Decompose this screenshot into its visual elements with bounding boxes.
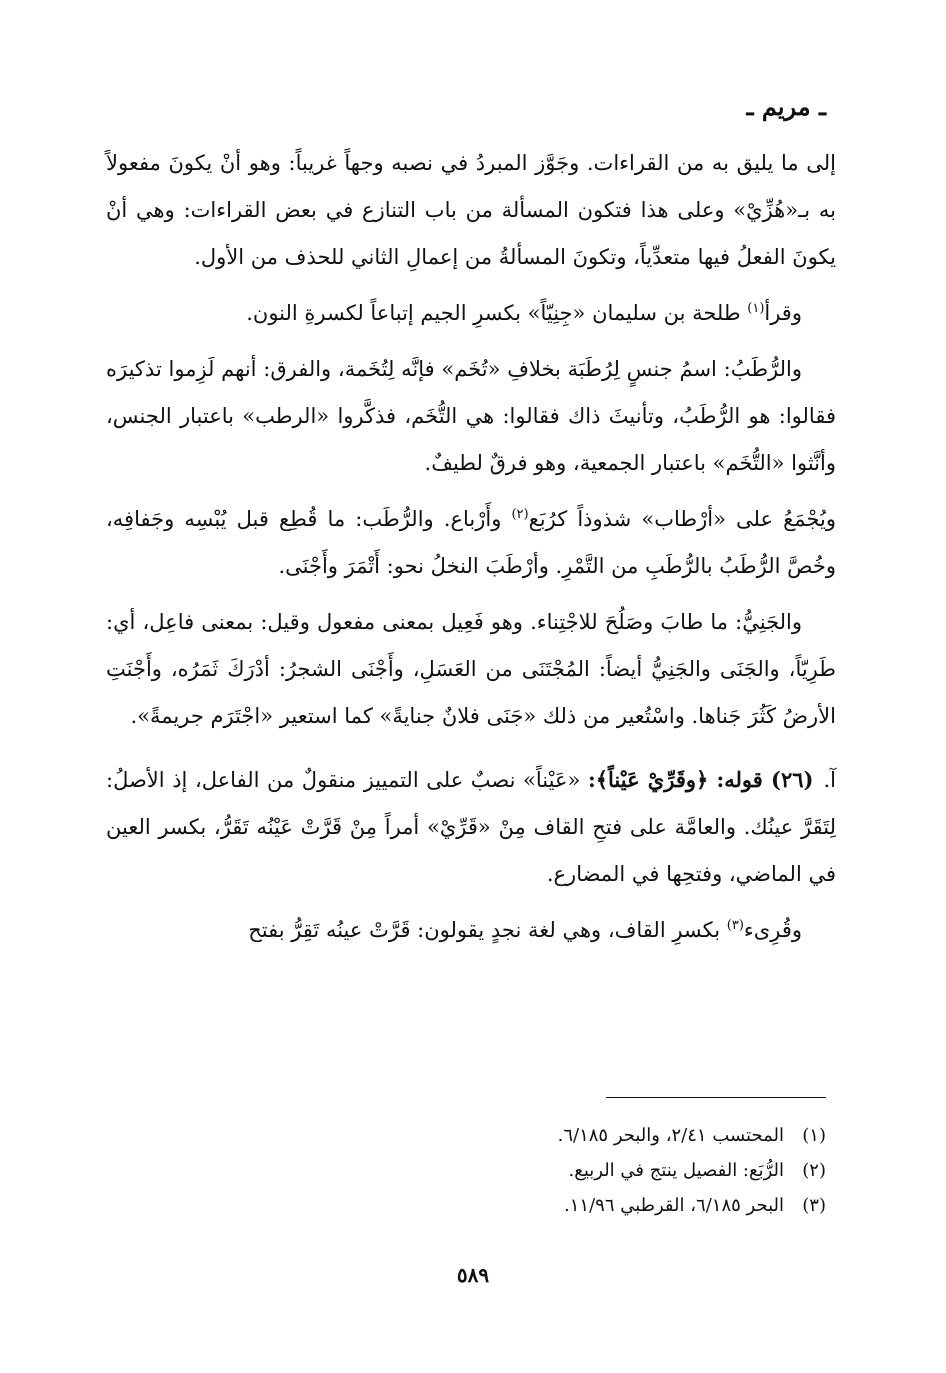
- footnote-3-text: البحر ٦/١٨٥، القرطبي ١١/٩٦.: [564, 1195, 784, 1216]
- main-text: [106, 140, 836, 963]
- paragraph-7-rest: بكسرِ القاف، وهي لغة نجدٍ يقولون: قَرَّتْ عينُه تَقِرُّ بفتح: [248, 918, 727, 942]
- footnote-1-text: المحتسب ٢/٤١، والبحر ٦/١٨٥.: [557, 1125, 784, 1146]
- paragraph-7-lead: وقُرِىء: [743, 918, 802, 942]
- paragraph-4-rest: وأَرْباع. والرُّطَب: ما قُطِع قبل يُبْسِه وجَفافِه، وخُصَّ الرُّطَبُ بالرُّطَبِ من التَّمْرِ. وأرْطَبَ النخلُ نحو: أَتْمَرَ وأَجْنَى.: [106, 507, 836, 578]
- paragraph-5-text: والجَنِيُّ: ما طابَ وصَلُحَ للاجْتِناء. وهو فَعِيل بمعنى مفعول وقيل: بمعنى فاعِل، أي: طَرِيّاً، والجَنَى والجَنِيُّ أيضاً: المُجْتَنَى من العَسَلِ، وأَجْنَى الشجرُ: أدْرَكَ ثَمَرُه، وأَجْنَتِ الأرضُ كَثُرَ جَناها. واسْتُعير من ذلك «جَنَى فلانٌ جنايةً» كما استعير «اجْتَرَم جريمةً».: [106, 610, 836, 728]
- paragraph-2: [106, 290, 836, 337]
- paragraph-3: [106, 346, 836, 487]
- footnote-ref-2[interactable]: (٢): [511, 507, 529, 522]
- paragraph-3-text: والرُّطَبُ: اسمُ جنسٍ لِرُطَبَة بخلافِ «تُخَم» فإنَّه لِتُخَمة، والفرق: أنهم لَزِموا تذكيرَه فقالوا: هو الرُّطَبُ، وتأنيثَ ذاك فقالوا: هي التُّخَم، فذكَّروا «الرطب» باعتبار الجنس، وأنَّثوا «التُّخَم» باعتبار الجمعية، وهو فرقٌ لطيفٌ.: [106, 357, 836, 475]
- paragraph-1-text: إلى ما يليق به من القراءات. وجَوَّز المبردُ في نصبه وجهاً غريباً: وهو أنْ يكونَ مفعولاً به بـ«هُزِّيْ» وعلى هذا فتكون المسألة من باب التنازع في بعض القراءات: وهي أنْ يكونَ الفعلُ فيها متعدِّياً، وتكونَ المسألةُ من إعمالِ الثاني للحذف من الأول.: [106, 151, 836, 269]
- margin-letter: آ.: [823, 768, 836, 792]
- footnote-1-number: (١): [802, 1125, 826, 1146]
- footnote-2: [126, 1153, 826, 1188]
- footnote-2-number: (٢): [802, 1160, 826, 1181]
- footnote-1: [126, 1118, 826, 1153]
- footnote-2-text: الرُّبَع: الفصيل ينتج في الربيع.: [568, 1160, 784, 1181]
- paragraph-4-lead: ويُجْمَعُ على «أرْطاب» شذوذاً كرُبَع: [528, 507, 836, 531]
- paragraph-6: [106, 756, 836, 898]
- paragraph-2-rest: طلحة بن سليمان «جِنِيّاً» بكسرِ الجيم إتباعاً لكسرةِ النون.: [246, 301, 748, 325]
- paragraph-6-text: «عَيْناً» نصبٌ على التمييز منقولٌ من الفاعل، إذ الأصلُ: لِتَقَرَّ عينُك. والعامَّة على فتحِ القاف مِنْ «قَرِّيْ» أمراً مِنْ قَرَّتْ عَيْنُه تَقَرُّ، بكسر العين في الماضي، وفتحِها في المضارع.: [106, 768, 836, 886]
- footnote-divider: [606, 1097, 826, 1098]
- footnote-ref-3[interactable]: (٣): [726, 918, 744, 933]
- footnote-3-number: (٣): [802, 1195, 826, 1216]
- running-header: ـ مريم ـ: [746, 92, 826, 121]
- paragraph-1: [106, 140, 836, 281]
- page-number: ٥٨٩: [456, 1263, 490, 1287]
- footnote-3: [126, 1188, 826, 1223]
- paragraph-4: [106, 496, 836, 590]
- footnote-ref-1[interactable]: (١): [747, 301, 765, 316]
- footnotes: [126, 1118, 826, 1223]
- paragraph-7: [106, 907, 836, 954]
- paragraph-5: [106, 599, 836, 740]
- verse-lead: (٢٦) قوله: ﴿وقَرِّيْ عَيْناً﴾:: [587, 767, 814, 792]
- paragraph-2-lead: وقرأ: [764, 301, 802, 325]
